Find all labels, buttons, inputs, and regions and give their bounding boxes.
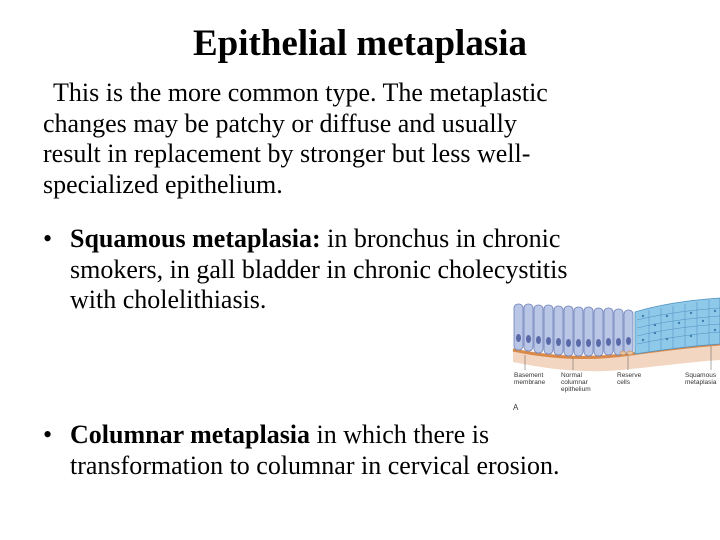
intro-paragraph — [43, 78, 693, 200]
metaplasia-illustration — [511, 296, 720, 414]
bullet-line: with cholelithiasis. — [70, 285, 267, 314]
label-panel-a: A — [513, 403, 519, 412]
bullet-line: in which there is — [310, 420, 490, 449]
bullet-marker: • — [43, 420, 53, 449]
bullet-term: Columnar metaplasia — [70, 420, 311, 449]
bullet-columnar-metaplasia — [43, 420, 693, 490]
intro-line: This is the more common type. The metaplastic — [53, 78, 548, 107]
label-normal-columnar-epithelium: Normal columnar epithelium — [561, 372, 591, 393]
bullet-line: transformation to columnar in cervical erosion. — [70, 450, 560, 480]
label-basement-membrane: Basement membrane — [514, 372, 546, 386]
bullet-term: Squamous metaplasia: — [70, 224, 321, 253]
slide-title: Epithelial metaplasia — [192, 23, 528, 64]
intro-line: specialized epithelium. — [43, 169, 283, 199]
label-squamous-metaplasia: Squamous metaplasia — [685, 372, 717, 386]
columnar-cells — [514, 304, 633, 356]
bullet-marker: • — [43, 224, 53, 253]
bullet-line: in bronchus in chronic — [320, 224, 561, 253]
intro-line: changes may be patchy or diffuse and usually — [43, 108, 517, 138]
intro-line: result in replacement by stronger but less well- — [43, 139, 531, 168]
bullet-line: smokers, in gall bladder in chronic cholecystitis — [70, 254, 568, 284]
bullet-text — [70, 224, 568, 316]
bullet-text — [70, 420, 560, 481]
label-reserve-cells: Reserve cells — [617, 372, 642, 386]
